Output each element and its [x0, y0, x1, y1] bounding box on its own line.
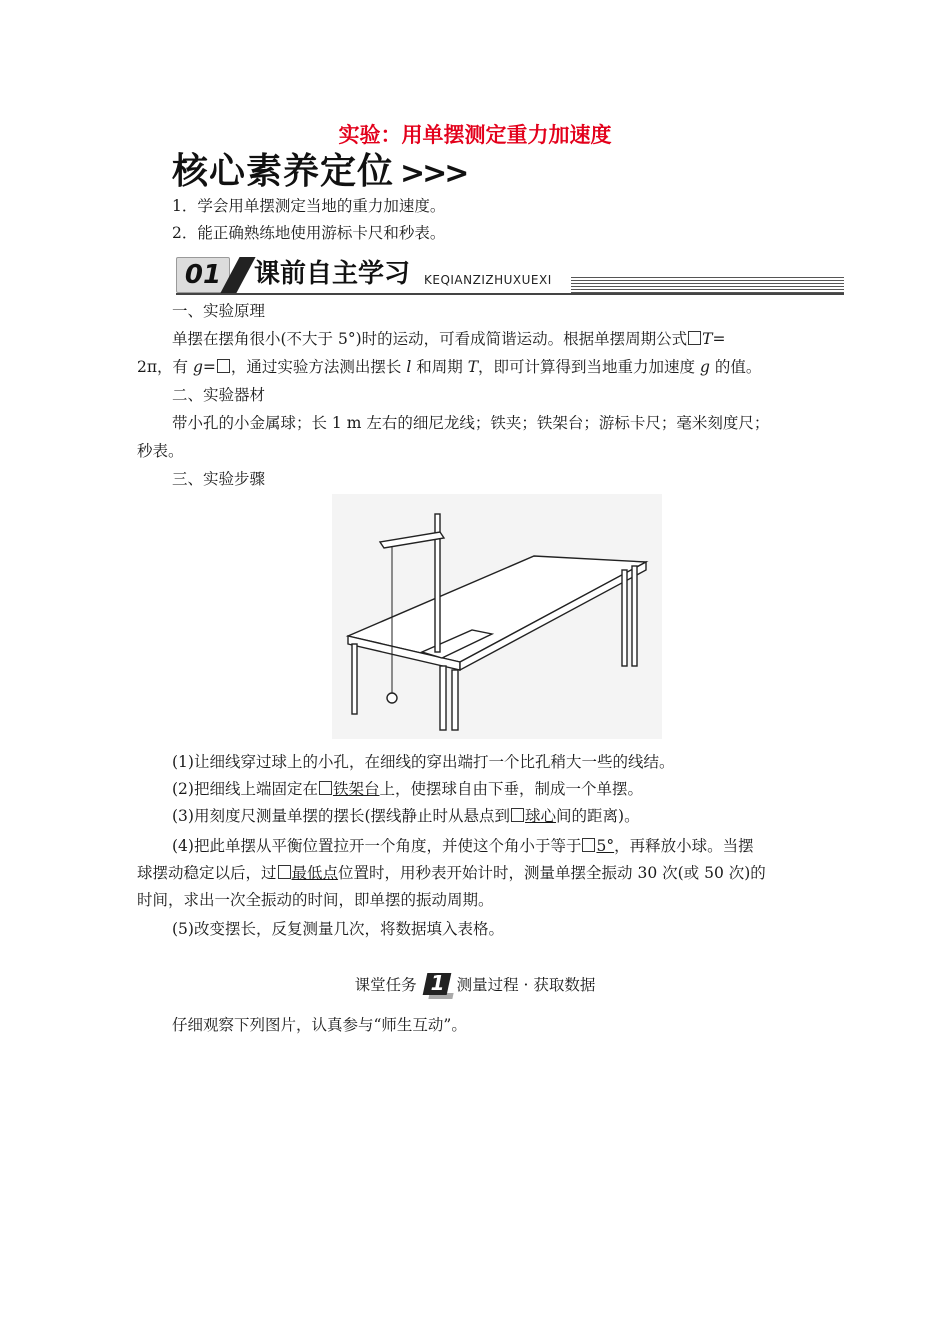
task-label: 课堂任务 — [354, 976, 417, 994]
step-text: (2)把细线上端固定在 — [172, 780, 318, 798]
task-intro: 仔细观察下列图片，认真参与“师生互动”。 — [172, 1016, 467, 1034]
symbol-g: g — [699, 358, 710, 376]
equipment-line-2: 秒表。 — [137, 442, 184, 460]
section-subtitle: KEQIANZIZHUXUEXI — [424, 273, 552, 287]
section-rule-lines — [571, 277, 844, 293]
goal-item-2: 2．能正确熟练地使用游标卡尺和秒表。 — [172, 224, 446, 242]
blank-box-icon — [278, 865, 291, 879]
principle-text: 单摆在摆角很小(不大于 5°)时的运动，可看成简谐运动。根据单摆周期公式 — [172, 330, 688, 348]
table-leg — [632, 566, 637, 666]
step-text: 上，使摆球自由下垂，制成一个单摆。 — [379, 780, 643, 798]
goal-item-1: 1．学会用单摆测定当地的重力加速度。 — [172, 197, 446, 215]
answer-lowest-point: 最低点 — [291, 864, 339, 882]
step-2 — [172, 777, 643, 801]
core-literacy-heading — [172, 150, 466, 196]
equipment-line-1: 带小孔的小金属球；长 1 m 左右的细尼龙线；铁夹；铁架台；游标卡尺；毫米刻度尺； — [172, 414, 770, 432]
step-4-line-2 — [137, 861, 766, 885]
blank-box-icon — [511, 808, 524, 822]
step-text: (4)把此单摆从平衡位置拉开一个角度，并使这个角小于等于 — [172, 837, 582, 855]
table-leg — [622, 570, 627, 666]
task-name: 测量过程 · 获取数据 — [456, 976, 596, 994]
step-4-line-3: 时间，求出一次全振动的时间，即单摆的振动周期。 — [137, 891, 494, 909]
blank-box-icon — [582, 838, 595, 852]
step-1: (1)让细线穿过球上的小孔，在细线的穿出端打一个比孔稍大一些的线结。 — [172, 753, 675, 771]
class-task-heading — [0, 970, 950, 1000]
principle-text: ，通过实验方法测出摆长 — [230, 358, 407, 376]
step-5: (5)改变摆长，反复测量几次，将数据填入表格。 — [172, 920, 504, 938]
section-number: 01 — [176, 257, 230, 293]
section-title: 课前自主学习 — [254, 259, 411, 289]
section-base-line — [176, 293, 844, 295]
equipment-heading: 二、实验器材 — [172, 386, 266, 404]
symbol-l: l — [406, 358, 412, 376]
answer-iron-stand: 铁架台 — [332, 780, 380, 798]
principle-text: ，即可计算得到当地重力加速度 — [478, 358, 700, 376]
principle-text: = — [202, 358, 216, 376]
task-number-badge — [423, 973, 451, 999]
table-leg — [452, 670, 458, 730]
table-leg — [352, 644, 357, 714]
answer-ball-center: 球心 — [525, 807, 557, 825]
symbol-g: g — [192, 358, 203, 376]
principle-line-1 — [172, 327, 725, 351]
principle-text: 和周期 — [411, 358, 468, 376]
step-4 — [172, 834, 754, 858]
table-leg — [440, 666, 446, 730]
pendulum-apparatus-figure — [332, 494, 662, 739]
step-text: 位置时，用秒表开始计时，测量单摆全振动 30 次(或 50 次)的 — [338, 864, 766, 882]
document-title: 实验：用单摆测定重力加速度 — [338, 123, 612, 147]
step-text: 间的距离)。 — [556, 807, 640, 825]
principle-text: 2π，有 — [137, 358, 193, 376]
pendulum-bob — [387, 693, 397, 703]
step-text: ，再释放小球。当摆 — [614, 837, 754, 855]
period-formula: T= — [702, 330, 726, 348]
principle-text: 的值。 — [709, 358, 762, 376]
blank-box-icon — [688, 331, 701, 345]
task-number: 1 — [430, 971, 445, 995]
heading-arrows: >>> — [400, 156, 467, 191]
steps-heading: 三、实验步骤 — [172, 470, 266, 488]
principle-heading: 一、实验原理 — [172, 302, 266, 320]
step-3 — [172, 804, 640, 828]
blank-box-icon — [319, 781, 332, 795]
answer-angle: 5° — [596, 837, 615, 855]
step-text: (3)用刻度尺测量单摆的摆长(摆线静止时从悬点到 — [172, 807, 511, 825]
preclass-section-bar — [176, 255, 844, 295]
principle-line-2 — [137, 355, 761, 379]
core-literacy-heading-text: 核心素养定位 — [172, 151, 395, 192]
blank-box-icon — [217, 359, 230, 373]
symbol-T: T — [467, 358, 479, 376]
step-text: 球摆动稳定以后，过 — [137, 864, 277, 882]
